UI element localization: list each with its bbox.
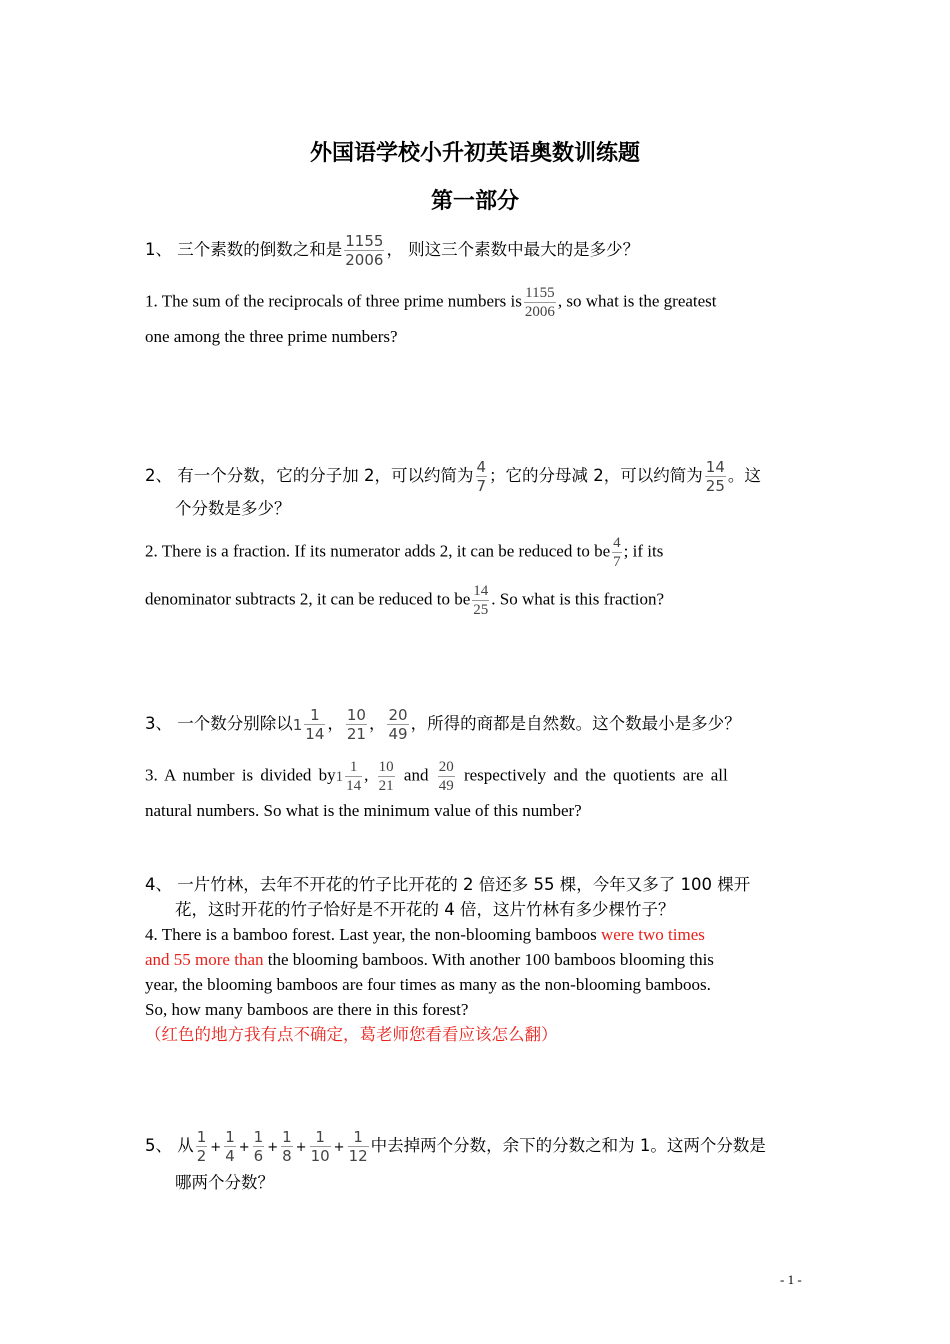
plus-sign: + xyxy=(295,1140,307,1155)
q3-fraction-3: $\frac{20}{49}$ xyxy=(388,706,408,743)
q5-fraction: $\frac{1}{4}$ xyxy=(225,1128,235,1165)
q5-fraction: $\frac{1}{8}$ xyxy=(282,1128,292,1165)
q1-cn-text-2: ， 则这三个素数中最大的是多少？ xyxy=(386,240,640,259)
q3-whole-part: 1 xyxy=(292,715,303,734)
q4-english-2: and 55 more than the blooming bamboos. With another 100 bamboos blooming this xyxy=(145,950,714,969)
q3-english: 3. A number is divided by1 $\frac{1}{14}$ , $\frac{10}{21}$ and $\frac{20}{49}$ respectively and the quotients are all xyxy=(145,759,728,794)
q1-chinese xyxy=(145,232,805,269)
q1-en-text-2: , so what is the greatest xyxy=(557,291,717,311)
q2-en-fraction-1: $\frac{4}{7}$ xyxy=(613,535,621,570)
section-heading: 第一部分 xyxy=(430,188,519,214)
q4-english-3: year, the blooming bamboos are four times as many as the non-blooming bamboos. xyxy=(145,975,711,994)
q3-fraction-1: $\frac{1}{14}$ xyxy=(305,706,325,743)
q5-chinese-cont: 哪两个分数？ xyxy=(175,1173,274,1192)
q2-chinese: 2、 有一个分数，它的分子加 2，可以约简为 $\frac{4}{7}$ ；它的分母减 2，可以约简为 $\frac{14}{25}$ 。这 xyxy=(145,458,761,495)
translator-note: （红色的地方我有点不确定，葛老师您看看应该怎么翻） xyxy=(145,1025,558,1044)
q1-en-fraction: $\frac{1155}{2006}$ xyxy=(524,285,555,320)
q2-english: 2. There is a fraction. If its numerator adds 2, it can be reduced to be $\frac{4}{7}$ ; if its xyxy=(145,535,664,570)
q4-uncertain-text-2: and 55 more than xyxy=(145,950,264,969)
q2-chinese-cont: 个分数是多少？ xyxy=(175,499,291,518)
q2-fraction-1: $\frac{4}{7}$ xyxy=(476,458,487,495)
q3-english-cont: natural numbers. So what is the minimum value of this number? xyxy=(145,801,582,820)
q4-chinese-cont: 花，这时开花的竹子恰好是不开花的 4 倍，这片竹林有多少棵竹子？ xyxy=(175,900,675,919)
page-number: - 1 - xyxy=(780,1272,802,1287)
q4-uncertain-text-1: were two times xyxy=(601,925,705,944)
q1-en-text: 1. The sum of the reciprocals of three prime numbers is xyxy=(145,291,522,311)
q1-english-cont: one among the three prime numbers? xyxy=(145,327,398,346)
q4-chinese: 4、 一片竹林，去年不开花的竹子比开花的 2 倍还多 55 棵，今年又多了 100 棵开 xyxy=(145,875,751,894)
q5-fraction: $\frac{1}{10}$ xyxy=(310,1128,330,1165)
q5-fraction: $\frac{1}{6}$ xyxy=(253,1128,264,1165)
q1-fraction: $\frac{1155}{2006}$ xyxy=(345,232,384,269)
q1-cn-text: 1、 三个素数的倒数之和是 xyxy=(145,240,343,259)
q2-en-fraction-2: $\frac{14}{25}$ xyxy=(473,583,489,618)
q1-english xyxy=(145,284,805,321)
q2-fraction-2: $\frac{14}{25}$ xyxy=(705,458,725,495)
q3-chinese: 3、 一个数分别除以1 $\frac{1}{14}$ ， $\frac{10}{21}$ ， $\frac{20}{49}$ ，所得的商都是自然数。这个数最小是多少？ xyxy=(145,706,741,743)
q5-chinese: 5、 从 $\frac{1}{2}$ + $\frac{1}{4}$ + $\frac{1}{6}$ + $\frac{1}{8}$ + $\frac{1}{10}$ + $\frac{1}{12}$ 中去掉两个分数，余下的分数之和为 1。这两个分数是 xyxy=(145,1128,766,1165)
plus-sign: + xyxy=(238,1140,250,1155)
q5-fraction: $\frac{1}{12}$ xyxy=(348,1128,368,1165)
q4-english-1: 4. There is a bamboo forest. Last year, the non-blooming bamboos were two times xyxy=(145,925,705,944)
q4-english-4: So, how many bamboos are there in this forest? xyxy=(145,1000,469,1019)
document-title: 外国语学校小升初英语奥数训练题 xyxy=(309,140,640,166)
plus-sign: + xyxy=(210,1140,222,1155)
q2-english-cont: denominator subtracts 2, it can be reduced to be $\frac{14}{25}$ . So what is this fraction? xyxy=(145,583,665,618)
q3-fraction-2: $\frac{10}{21}$ xyxy=(346,706,366,743)
plus-sign: + xyxy=(333,1140,345,1155)
q5-fraction-sum xyxy=(194,1128,371,1165)
plus-sign: + xyxy=(267,1140,279,1155)
q5-fraction: $\frac{1}{2}$ xyxy=(196,1128,207,1165)
